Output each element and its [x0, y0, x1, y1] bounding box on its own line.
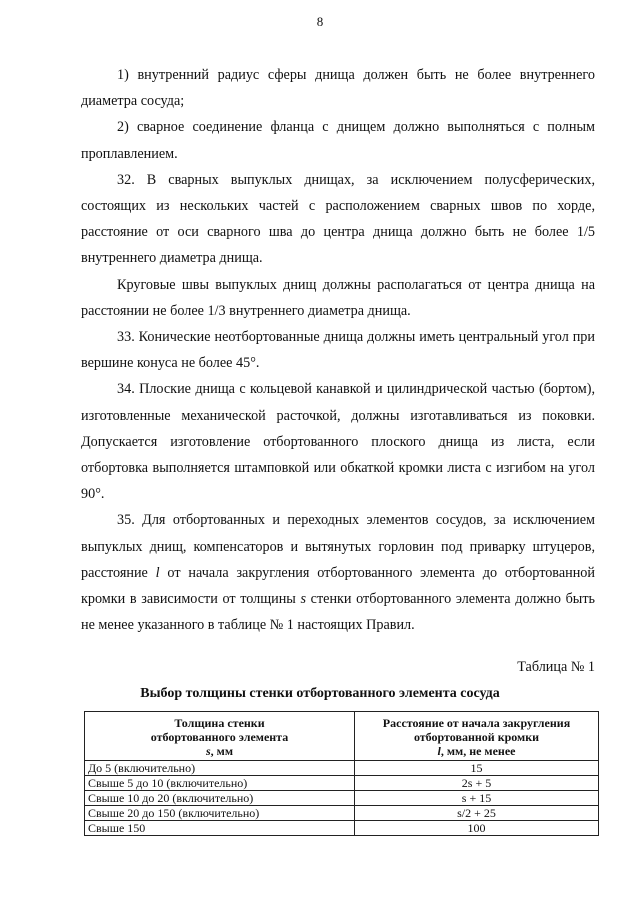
distance-cell: s + 15 — [355, 791, 599, 806]
variable-l: l — [155, 564, 160, 581]
table-label: Таблица № 1 — [517, 659, 595, 675]
header-thickness-line1: Толщина стенки — [174, 716, 265, 730]
paragraph-2: 2) сварное соединение фланца с днищем должно выполняться с полным проплавлением. — [81, 119, 595, 162]
body-text — [81, 62, 595, 638]
paragraph-35-part1: 35. Для отбортованных и переходных элементов сосудов, за исключением выпуклых днищ, компенсаторов и вытянутых горловин под приварку штуцеров, расстояние — [81, 512, 595, 581]
table-row — [85, 761, 599, 776]
table-title: Выбор толщины стенки отбортованного элемента сосуда — [140, 686, 500, 701]
thickness-cell: Свыше 10 до 20 (включительно) — [85, 791, 355, 806]
thickness-cell: Свыше 150 — [85, 821, 355, 836]
table-header-row — [85, 712, 599, 761]
distance-cell: 15 — [355, 761, 599, 776]
table-row — [85, 776, 599, 791]
header-distance-var: l — [437, 744, 441, 758]
header-distance-unit: , мм, не менее — [440, 744, 516, 758]
distance-cell: s/2 + 25 — [355, 806, 599, 821]
table-row — [85, 821, 599, 836]
paragraph-32: 32. В сварных выпуклых днищах, за исключением полусферических, состоящих из нескольких частей с расположением сварных швов по хорде, расстояние от оси сварного шва до центра днища должно быть не более 1/5 внутреннего диаметра днища. — [81, 171, 595, 267]
thickness-cell: Свыше 5 до 10 (включительно) — [85, 776, 355, 791]
table-row — [85, 806, 599, 821]
distance-cell: 2s + 5 — [355, 776, 599, 791]
paragraph-35-part2: от начала закругления отбортованного элемента до отбортованной кромки в зависимости от толщины — [81, 564, 595, 608]
paragraph-34: 34. Плоские днища с кольцевой канавкой и цилиндрической частью (бортом), изготовленные механической расточкой, должны изготавливаться из поковки. Допускается изготовление отбортованного плоского днища из листа, если отбортовка выполняется штамповкой или обкаткой кромки листа с изгибом на угол 90°. — [81, 381, 595, 503]
paragraph-35 — [81, 507, 595, 638]
header-thickness-line2: отбортованного элемента — [150, 730, 289, 744]
paragraph-1: 1) внутренний радиус сферы днища должен быть не более внутреннего диаметра сосуда; — [81, 67, 595, 110]
paragraph-33: 33. Конические неотбортованные днища должны иметь центральный угол при вершине конуса не более 45°. — [81, 329, 595, 372]
page-number: 8 — [316, 14, 324, 29]
header-thickness — [85, 712, 355, 761]
header-distance-line1: Расстояние от начала закругления — [382, 716, 571, 730]
header-distance-line2: отбортованной кромки — [413, 730, 540, 744]
table-row — [85, 791, 599, 806]
paragraph-circular-seams: Круговые швы выпуклых днищ должны располагаться от центра днища на расстоянии не более 1/3 внутреннего диаметра днища. — [81, 276, 595, 319]
thickness-cell: Свыше 20 до 150 (включительно) — [85, 806, 355, 821]
header-thickness-var: s — [205, 744, 211, 758]
variable-s: s — [300, 591, 307, 608]
header-distance — [355, 712, 599, 761]
thickness-cell: До 5 (включительно) — [85, 761, 355, 776]
thickness-table — [84, 711, 599, 836]
distance-cell: 100 — [355, 821, 599, 836]
header-thickness-unit: , мм — [210, 744, 234, 758]
paragraph-35-part3: стенки отбортованного элемента должно быть не менее указанного в таблице № 1 настоящих Правил. — [81, 591, 595, 634]
